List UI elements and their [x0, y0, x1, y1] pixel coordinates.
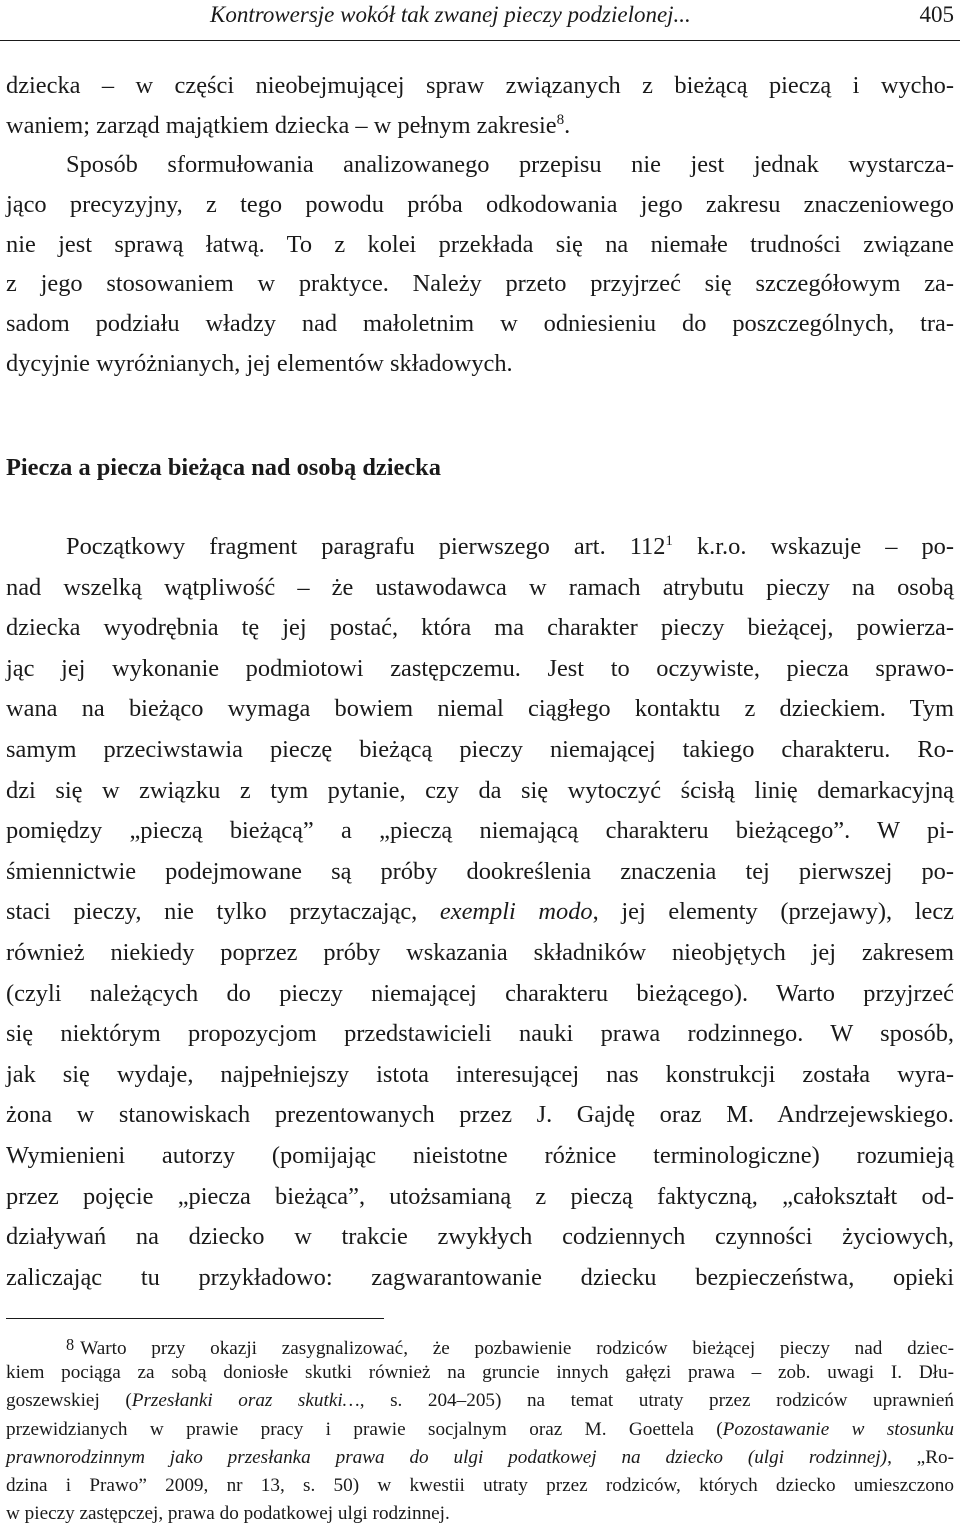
footnote	[6, 1331, 954, 1528]
text-line: sadom podziału władzy nad małoletnim w odniesieniu do poszczególnych, tra-	[6, 310, 954, 338]
page-number: 405	[919, 2, 954, 27]
footnote-line: prawnorodzinnym jako przesłanka prawa do ulgi podatkowej na dziecko (ulgi rodzinnej), „Ro-	[6, 1446, 954, 1468]
text-line: Sposób sformułowania analizowanego przepisu nie jest jednak wystarcza-	[66, 151, 954, 179]
text-line: (czyli należących do pieczy niemającej charakteru bieżącego). Warto przyjrzeć	[6, 979, 954, 1007]
footnote-line: $^8$ Warto przy okazji zasygnalizować, że pozbawienie rodziców bieżącej pieczy nad dziec-	[66, 1335, 954, 1360]
footnote-line: w pieczy zastępczej, prawa do podatkowej ulgi rodzinnej.	[6, 1503, 450, 1525]
italic-title: Przesłanki oraz skutki…	[131, 1390, 360, 1412]
text-line: jąc jej wykonanie podmiotowi zastępczemu. Jest to oczywiste, piecza sprawo-	[6, 654, 954, 682]
text-line: jak się wydaje, najpełniejszy istota interesującej nas konstrukcji została wyra-	[6, 1060, 954, 1088]
text-line: zaliczając tu przykładowo: zagwarantowanie dziecku bezpieczeństwa, opieki	[6, 1263, 954, 1291]
footnote-line: kiem pociąga za sobą doniosłe skutki również na gruncie innych gałęzi prawa – zob. uwagi I. Dłu-	[6, 1362, 954, 1384]
text-line: nad wszelką wątpliwość – że ustawodawca w ramach atrybutu pieczy na osobą	[6, 573, 954, 601]
footnote-line: przewidzianych w prawie pracy i prawie socjalnym oraz M. Goettela (Pozostawanie w stosunku	[6, 1418, 954, 1440]
text-line: jąco precyzyjny, z tego powodu próba odkodowania jego zakresu znaczeniowego	[6, 191, 954, 219]
text-line: się niektórym propozycjom przedstawicieli nauki prawa rodzinnego. W sposób,	[6, 1020, 954, 1048]
footnote-number: 8	[66, 1335, 75, 1354]
text-line: dycyjnie wyróżnianych, jej elementów składowych.	[6, 349, 513, 377]
running-title: Kontrowersje wokół tak zwanej pieczy podzielonej...	[210, 2, 691, 27]
footnote-line: goszewskiej (Przesłanki oraz skutki…, s. 204–205) na temat utraty przez rodziców uprawnień	[6, 1390, 954, 1412]
text-line: dziecka wyodrębnia tę jej postać, która ma charakter pieczy bieżącej, powierza-	[6, 614, 954, 642]
text-line: nie jest sprawą łatwą. To z kolei przekłada się na niemałe trudności związane	[6, 230, 954, 258]
body-paragraph	[6, 527, 954, 1298]
footnote-separator	[6, 1318, 384, 1319]
italic-title: Pozostawanie w stosunku	[722, 1418, 954, 1440]
text-line: żona w stanowiskach prezentowanych przez J. Gajdę oraz M. Andrzejewskiego.	[6, 1101, 954, 1129]
footnote-reference[interactable]: 8	[556, 111, 565, 128]
text-line: dzi się w związku z tym pytanie, czy da się wytoczyć ścisłą linię demarkacyjną	[6, 776, 954, 804]
text-line: z jego stosowaniem w praktyce. Należy przeto przyjrzeć się szczegółowym za-	[6, 270, 954, 298]
italic-title: prawnorodzinnym jako przesłanka prawa do ulgi podatkowej na dziecko (ulgi rodzinnej)	[6, 1446, 888, 1468]
intro-paragraph	[6, 66, 954, 384]
text-line: również niekiedy poprzez próby wskazania składników nieobjętych jej zakresem	[6, 938, 954, 966]
text-line: samym przeciwstawia pieczę bieżącą pieczy niemającej takiego charakteru. Ro-	[6, 735, 954, 763]
text-line: Początkowy fragment paragrafu pierwszego art. $112^1$ k.r.o. wskazuje – po-	[66, 533, 954, 560]
text-line: wana na bieżąco wymaga bowiem niemal ciągłego kontaktu z dzieckiem. Tym	[6, 695, 954, 723]
text-line: waniem; zarząd majątkiem dziecka – w pełnym zakresie$^8$.	[6, 111, 571, 139]
text-line: dziecka – w części nieobejmującej spraw związanych z bieżącą pieczą i wycho-	[6, 72, 954, 99]
text-line: działywań na dziecko w trakcie zwykłych codziennych czynności życiowych,	[6, 1223, 954, 1251]
text-line: przez pojęcie „piecza bieżąca”, utożsamianą z pieczą faktyczną, „całokształt od-	[6, 1182, 954, 1210]
text-line: Wymienieni autorzy (pomijając nieistotne różnice terminologiczne) rozumieją	[6, 1141, 954, 1169]
text-line: pomiędzy „pieczą bieżącą” a „pieczą niemającą charakteru bieżącego”. W pi-	[6, 817, 954, 845]
footnote-line: dzina i Prawo” 2009, nr 13, s. 50) w kwestii utraty przez rodziców, których dziecko umieszczono	[6, 1474, 954, 1496]
text-line: śmiennictwie podejmowane są próby dookreślenia znaczenia tej pierwszej po-	[6, 857, 954, 885]
italic-phrase: exempli modo	[439, 898, 593, 926]
article-superscript: 1	[665, 533, 673, 550]
header-rule	[0, 40, 960, 41]
running-head	[0, 0, 960, 40]
text-line: staci pieczy, nie tylko przytaczając, exempli modo, jej elementy (przejawy), lecz	[6, 898, 954, 926]
section-heading: Piecza a piecza bieżąca nad osobą dziecka	[6, 454, 441, 481]
